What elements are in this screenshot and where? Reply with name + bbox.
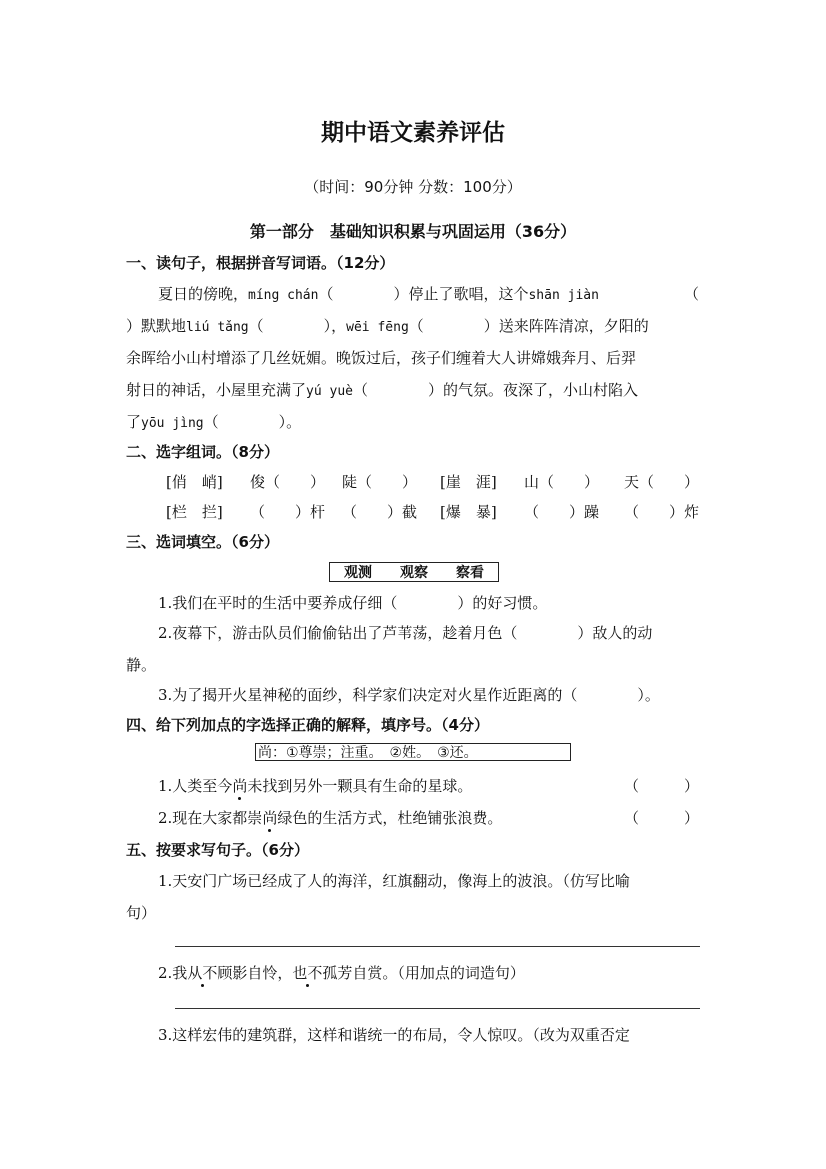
s5-question-3: 3.这样宏伟的建筑群，这样和谐统一的布局，令人惊叹。（改为双重否定 xyxy=(158,1026,630,1044)
s5-question-1: 1.天安门广场已经成了人的海洋，红旗翻动，像海上的波浪。（仿写比喻 xyxy=(158,872,630,890)
exam-title: 期中语文素养评估 xyxy=(321,120,505,146)
s3-question-2: 2.夜幕下，游击队员们偷偷钻出了芦苇荡，趁着月色（ ）敌人的动 xyxy=(158,624,653,642)
s4-question-1: 1.人类至今尚未找到另外一颗具有生命的星球。 xyxy=(158,777,473,795)
answer-paren-1: （ ） xyxy=(624,777,700,795)
section-2-heading: 二、选字组词。（8分） xyxy=(126,443,279,461)
part-one-heading: 第一部分 基础知识积累与巩固运用（36分） xyxy=(249,222,577,241)
section-3-heading: 三、选词填空。（6分） xyxy=(126,533,279,551)
dotted-word: 从不 xyxy=(187,964,218,982)
s1-line-2: ）默默地liú tǎng（ ），wēi fēng（ ）送来阵阵清凉，夕阳的 xyxy=(126,317,649,335)
section-4-heading: 四、给下列加点的字选择正确的解释，填序号。（4分） xyxy=(126,716,489,734)
word-option: 观测 xyxy=(344,565,372,581)
s1-line-4: 射日的神话，小屋里充满了yú yuè（ ）的气氛。夜深了，小山村陷入 xyxy=(126,381,638,399)
word-bank-box xyxy=(329,562,499,582)
s1-line-1: 夏日的傍晚，míng chán（ ）停止了歌唱，这个shān jiàn （ xyxy=(158,285,700,303)
s5-question-1-cont: 句） xyxy=(126,904,157,922)
s3-question-1: 1.我们在平时的生活中要养成仔细（ ）的好习惯。 xyxy=(158,594,548,612)
definition-box: 尚：①尊崇；注重。 ②姓。 ③还。 xyxy=(255,743,571,761)
word-option: 观察 xyxy=(400,565,428,581)
section-5-heading: 五、按要求写句子。（6分） xyxy=(126,841,309,859)
s3-question-2-cont: 静。 xyxy=(126,656,157,674)
answer-line-1[interactable] xyxy=(175,946,700,947)
dotted-char: 尚 xyxy=(262,809,278,827)
word-option: 察看 xyxy=(456,565,484,581)
exam-subtitle: （时间：90分钟 分数：100分） xyxy=(304,178,522,196)
s1-line-3: 余晖给小山村增添了几丝妩媚。晚饭过后，孩子们缠着大人讲嫦娥奔月、后羿 xyxy=(126,349,637,367)
answer-line-2[interactable] xyxy=(175,1008,700,1009)
dotted-char: 尚 xyxy=(232,777,248,795)
s3-question-3: 3.为了揭开火星神秘的面纱，科学家们决定对火星作近距离的（ ）。 xyxy=(158,686,660,704)
section-1-heading: 一、读句子，根据拼音写词语。（12分） xyxy=(126,254,395,272)
s5-question-2: 2.我从不顾影自怜，也不孤芳自赏。（用加点的词造句） xyxy=(158,964,525,982)
s4-question-2: 2.现在大家都崇尚绿色的生活方式，杜绝铺张浪费。 xyxy=(158,809,503,827)
s1-line-5: 了yōu jìng（ ）。 xyxy=(126,413,302,431)
answer-paren-2: （ ） xyxy=(624,809,700,827)
dotted-word: 也不 xyxy=(292,964,323,982)
